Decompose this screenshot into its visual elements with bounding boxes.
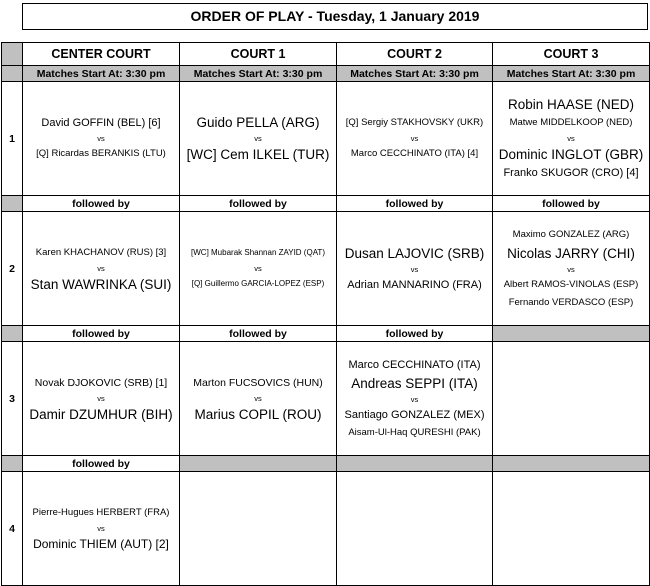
vs-label: vs: [97, 524, 105, 533]
vs-label: vs: [410, 264, 419, 274]
match-cell: [23, 212, 180, 326]
vs-label: vs: [410, 134, 419, 143]
followed-by-row: [2, 196, 650, 212]
match-cell: [180, 212, 337, 326]
player-name: Santiago GONZALEZ (MEX): [344, 408, 485, 421]
row-marker: [2, 456, 23, 472]
match-row: [2, 82, 650, 196]
empty-marker: [493, 326, 650, 342]
match-cell: [180, 82, 337, 196]
order-of-play-table: [1, 42, 650, 586]
player-name: [WC] Cem ILKEL (TUR): [186, 147, 330, 162]
player-name: Matwe MIDDELKOOP (NED): [509, 117, 633, 128]
match-cell: [337, 212, 493, 326]
start-time-label: Matches Start At: 3:30 pm: [180, 66, 337, 82]
vs-label: vs: [97, 263, 105, 273]
match-cell: [337, 82, 493, 196]
player-name: Franko SKUGOR (CRO) [4]: [503, 167, 639, 179]
player-name: Andreas SEPPI (ITA): [351, 375, 478, 391]
followed-by-label: followed by: [180, 326, 337, 342]
player-name: Maximo GONZALEZ (ARG): [512, 228, 630, 240]
followed-by-row: [2, 456, 650, 472]
start-time-row: [2, 66, 650, 82]
match-cell: [23, 82, 180, 196]
player-name: Stan WAWRINKA (SUI): [30, 276, 172, 292]
court-header-court-1: COURT 1: [180, 43, 337, 66]
empty-marker: [180, 456, 337, 472]
followed-by-label: followed by: [337, 196, 493, 212]
followed-by-label: followed by: [23, 196, 180, 212]
match-cell: [493, 212, 650, 326]
followed-by-row: [2, 326, 650, 342]
match-number: 2: [2, 212, 23, 326]
vs-label: vs: [254, 264, 262, 273]
court-header-row: [2, 43, 650, 66]
start-time-label: Matches Start At: 3:30 pm: [23, 66, 180, 82]
empty-match-cell: [493, 342, 650, 456]
followed-by-label: followed by: [493, 196, 650, 212]
player-name: David GOFFIN (BEL) [6]: [41, 117, 161, 129]
court-header-court-2: COURT 2: [337, 43, 493, 66]
player-name: Dominic THIEM (AUT) [2]: [33, 537, 169, 551]
player-name: Dusan LAJOVIC (SRB): [344, 245, 485, 261]
empty-match-cell: [180, 472, 337, 586]
vs-label: vs: [254, 134, 262, 143]
empty-marker: [493, 456, 650, 472]
player-name: Aisam-Ul-Haq QURESHI (PAK): [348, 426, 481, 438]
player-name: Marius COPIL (ROU): [194, 406, 322, 422]
player-name: Guido PELLA (ARG): [196, 115, 320, 130]
followed-by-label: followed by: [23, 326, 180, 342]
court-header-center: CENTER COURT: [23, 43, 180, 66]
player-name: Damir DZUMHUR (BIH): [29, 406, 173, 422]
player-name: Karen KHACHANOV (RUS) [3]: [35, 246, 167, 258]
start-time-label: Matches Start At: 3:30 pm: [493, 66, 650, 82]
vs-label: vs: [97, 393, 105, 403]
match-cell: [493, 82, 650, 196]
corner-cell: [2, 43, 23, 66]
player-name: [Q] Guillermo GARCIA-LOPEZ (ESP): [191, 279, 325, 288]
vs-label: vs: [410, 394, 419, 404]
vs-label: vs: [254, 393, 262, 403]
match-number: 1: [2, 82, 23, 196]
player-name: [WC] Mubarak Shannan ZAYID (QAT): [191, 248, 325, 257]
player-name: Nicolas JARRY (CHI): [507, 245, 635, 261]
vs-label: vs: [97, 134, 105, 143]
court-header-court-3: COURT 3: [493, 43, 650, 66]
player-name: Albert RAMOS-VINOLAS (ESP): [503, 278, 639, 290]
match-number: 3: [2, 342, 23, 456]
player-name: Marton FUCSOVICS (HUN): [193, 376, 323, 389]
empty-marker: [337, 456, 493, 472]
vs-label: vs: [567, 134, 575, 143]
row-marker: [2, 196, 23, 212]
match-cell: [337, 342, 493, 456]
player-name: [Q] Sergiy STAKHOVSKY (UKR): [345, 117, 484, 128]
vs-label: vs: [567, 264, 575, 274]
match-cell: [180, 342, 337, 456]
player-name: Marco CECCHINATO (ITA): [348, 358, 481, 371]
player-name: Novak DJOKOVIC (SRB) [1]: [34, 376, 168, 389]
match-row: [2, 472, 650, 586]
match-row: [2, 342, 650, 456]
match-cell: [23, 472, 180, 586]
match-cell: [23, 342, 180, 456]
player-name: Adrian MANNARINO (FRA): [347, 278, 482, 291]
player-name: Fernando VERDASCO (ESP): [508, 296, 634, 308]
empty-match-cell: [337, 472, 493, 586]
player-name: Marco CECCHINATO (ITA) [4]: [350, 148, 479, 159]
player-name: Robin HAASE (NED): [507, 97, 635, 112]
match-number: 4: [2, 472, 23, 586]
start-time-label: Matches Start At: 3:30 pm: [337, 66, 493, 82]
row-marker: [2, 66, 23, 82]
followed-by-label: followed by: [23, 456, 180, 472]
row-marker: [2, 326, 23, 342]
empty-match-cell: [493, 472, 650, 586]
player-name: Pierre-Hugues HERBERT (FRA): [32, 507, 170, 518]
player-name: Dominic INGLOT (GBR): [498, 147, 644, 162]
page-title: ORDER OF PLAY - Tuesday, 1 January 2019: [22, 3, 648, 30]
match-row: [2, 212, 650, 326]
followed-by-label: followed by: [337, 326, 493, 342]
player-name: [Q] Ricardas BERANKIS (LTU): [36, 148, 166, 159]
followed-by-label: followed by: [180, 196, 337, 212]
